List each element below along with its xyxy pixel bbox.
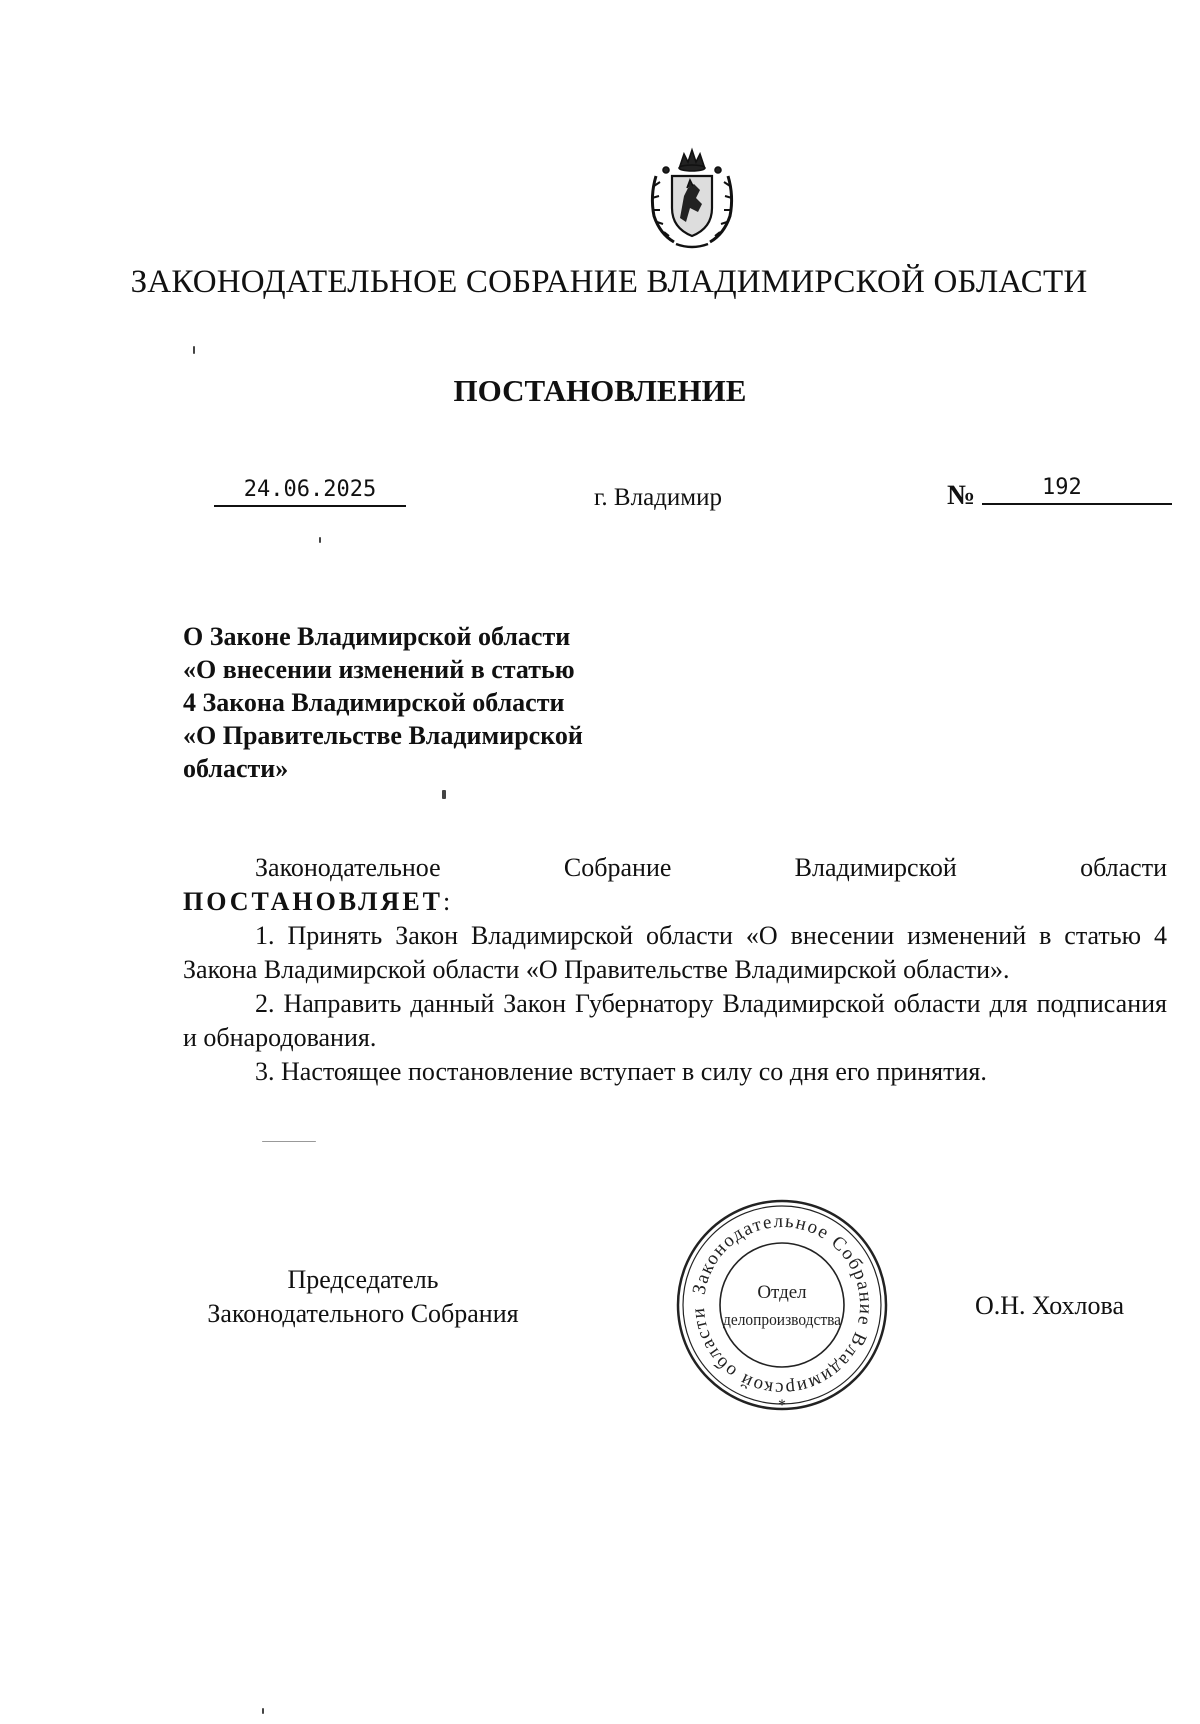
decree-item-2: 2. Направить данный Закон Губернатору Владимирской области для подписания и обнародования.: [183, 989, 1167, 1052]
subject-line: 4 Закона Владимирской области: [183, 688, 565, 717]
svg-text:Законодательное Собрание Влади: [688, 1211, 876, 1399]
stamp-star: *: [778, 1397, 786, 1414]
intro-word: Владимирской: [794, 853, 957, 882]
coat-of-arms-icon: [646, 146, 738, 252]
subject-line: области»: [183, 754, 289, 783]
stamp-ring-text: Законодательное Собрание Владимирской области: [687, 1210, 877, 1400]
document-subject: [183, 620, 643, 785]
document-body: [183, 851, 1167, 1089]
intro-word: Законодательное: [255, 853, 441, 882]
scan-speck: [193, 346, 195, 354]
official-stamp: [672, 1195, 892, 1415]
document-number: 192: [982, 473, 1172, 505]
decree-intro: [183, 851, 1167, 885]
stamp-center-line: делопроизводства: [723, 1310, 842, 1329]
signatory-name: О.Н. Хохлова: [975, 1291, 1124, 1320]
document-number-label: №: [947, 480, 976, 511]
decree-word: ПОСТАНОВЛЯЕТ: [183, 887, 443, 916]
intro-word: области: [1080, 853, 1167, 882]
position-line: Законодательного Собрания: [207, 1299, 519, 1328]
scan-speck: [442, 790, 446, 799]
document-city: г. Владимир: [594, 484, 722, 511]
scan-speck: [262, 1708, 264, 1714]
decree-item-3: 3. Настоящее постановление вступает в силу со дня его принятия.: [255, 1057, 987, 1086]
decree-item-1: 1. Принять Закон Владимирской области «О внесении изменений в статью 4 Закона Владимирской области «О Правительстве Владимирской области».: [183, 921, 1167, 984]
decree-line: [183, 885, 1167, 919]
scan-speck: [262, 1141, 316, 1142]
subject-line: О Законе Владимирской области: [183, 622, 571, 651]
intro-word: Собрание: [563, 853, 672, 882]
organization-title: ЗАКОНОДАТЕЛЬНОЕ СОБРАНИЕ ВЛАДИМИРСКОЙ ОБЛАСТИ: [130, 264, 1088, 300]
signatory-position: [183, 1263, 543, 1331]
document-type-heading: ПОСТАНОВЛЕНИЕ: [453, 373, 747, 408]
stamp-center-line: Отдел: [757, 1282, 807, 1303]
scan-speck: [319, 537, 321, 543]
decree-colon: :: [443, 887, 451, 916]
document-date: 24.06.2025: [214, 475, 406, 507]
position-line: Председатель: [287, 1265, 439, 1294]
subject-line: «О внесении изменений в статью: [183, 655, 575, 684]
subject-line: «О Правительстве Владимирской: [183, 721, 583, 750]
